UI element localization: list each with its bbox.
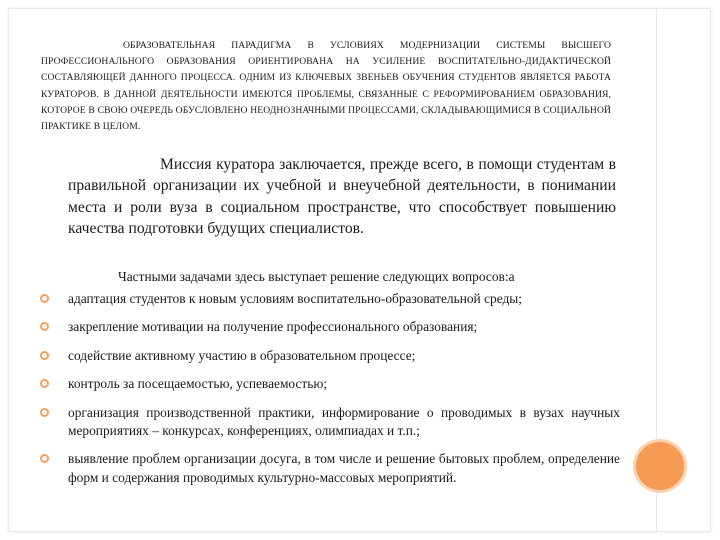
intro-paragraph: ОБРАЗОВАТЕЛЬНАЯ ПАРАДИГМА В УСЛОВИЯХ МОДЕРНИЗАЦИИ СИСТЕМЫ ВЫСШЕГО ПРОФЕССИОНАЛЬНОГО ОБРАЗОВАНИЯ ОРИЕНТИРОВАНА НА УСИЛЕНИЕ ВОСПИТАТЕЛЬНО-ДИДАКТИЧЕСКОЙ СОСТАВЛЯЮЩЕЙ ДАННОГО ПРОЦЕССА. ОДНИМ ИЗ КЛЮЧЕВЫХ ЗВЕНЬЕВ ОБУЧЕНИЯ СТУДЕНТОВ ЯВЛЯЕТСЯ РАБОТА КУРАТОРОВ. В ДАННОЙ ДЕЯТЕЛЬНОСТИ ИМЕЮТСЯ ПРОБЛЕМЫ, СВЯЗАННЫЕ С РЕФОРМИРОВАНИЕМ ОБРАЗОВАНИЯ, КОТОРОЕ В СВОЮ ОЧЕРЕДЬ ОБУСЛОВЛЕНО НЕОДНОЗНАЧНЫМИ ПРОЦЕССАМИ, СКЛАДЫВАЮЩИМИСЯ В СОЦИАЛЬНОЙ ПРАКТИКЕ В ЦЕЛОМ. (41, 40, 611, 133)
list-item-text: организация производственной практики, информирование о проводимых в вузах научных мероприятиях – конкурсах, конференциях, олимпиадах и т.п.; (68, 404, 620, 439)
tasks-heading: Частными задачами здесь выступает решение следующих вопросов:а (118, 269, 515, 284)
hollow-circle-bullet-icon (40, 322, 49, 331)
list-item-text: контроль за посещаемостью, успеваемостью; (68, 376, 328, 392)
hollow-circle-bullet-icon (40, 454, 49, 463)
list-item (40, 290, 620, 308)
hollow-circle-bullet-icon (40, 379, 49, 388)
list-item (40, 318, 620, 336)
list-item (40, 375, 620, 393)
hollow-circle-bullet-icon (40, 294, 49, 303)
list-item-text: выявление проблем организации досуга, в том числе и решение бытовых проблем, определение форм и содержания проводимых культурно-массовых мероприятий. (68, 451, 620, 485)
list-item (40, 450, 620, 487)
hollow-circle-bullet-icon (40, 408, 49, 417)
list-item-text: содействие активному участию в образовательном процессе; (68, 347, 416, 363)
list-item-text: закрепление мотивации на получение профессионального образования; (68, 319, 478, 335)
list-item-text: адаптация студентов к новым условиям воспитательно-образовательной среды; (68, 291, 523, 306)
hollow-circle-bullet-icon (40, 351, 49, 360)
orange-circle-icon (636, 442, 684, 490)
mission-paragraph: Миссия куратора заключается, прежде всего, в помощи студентам в правильной организации их учебной и внеучебной деятельности, в понимании места и роли вуза в социальном пространстве, что способствует повышению качества подготовки будущих специалистов. (68, 156, 616, 238)
tasks-list (40, 290, 620, 497)
list-item (40, 404, 620, 441)
list-item (40, 347, 620, 365)
